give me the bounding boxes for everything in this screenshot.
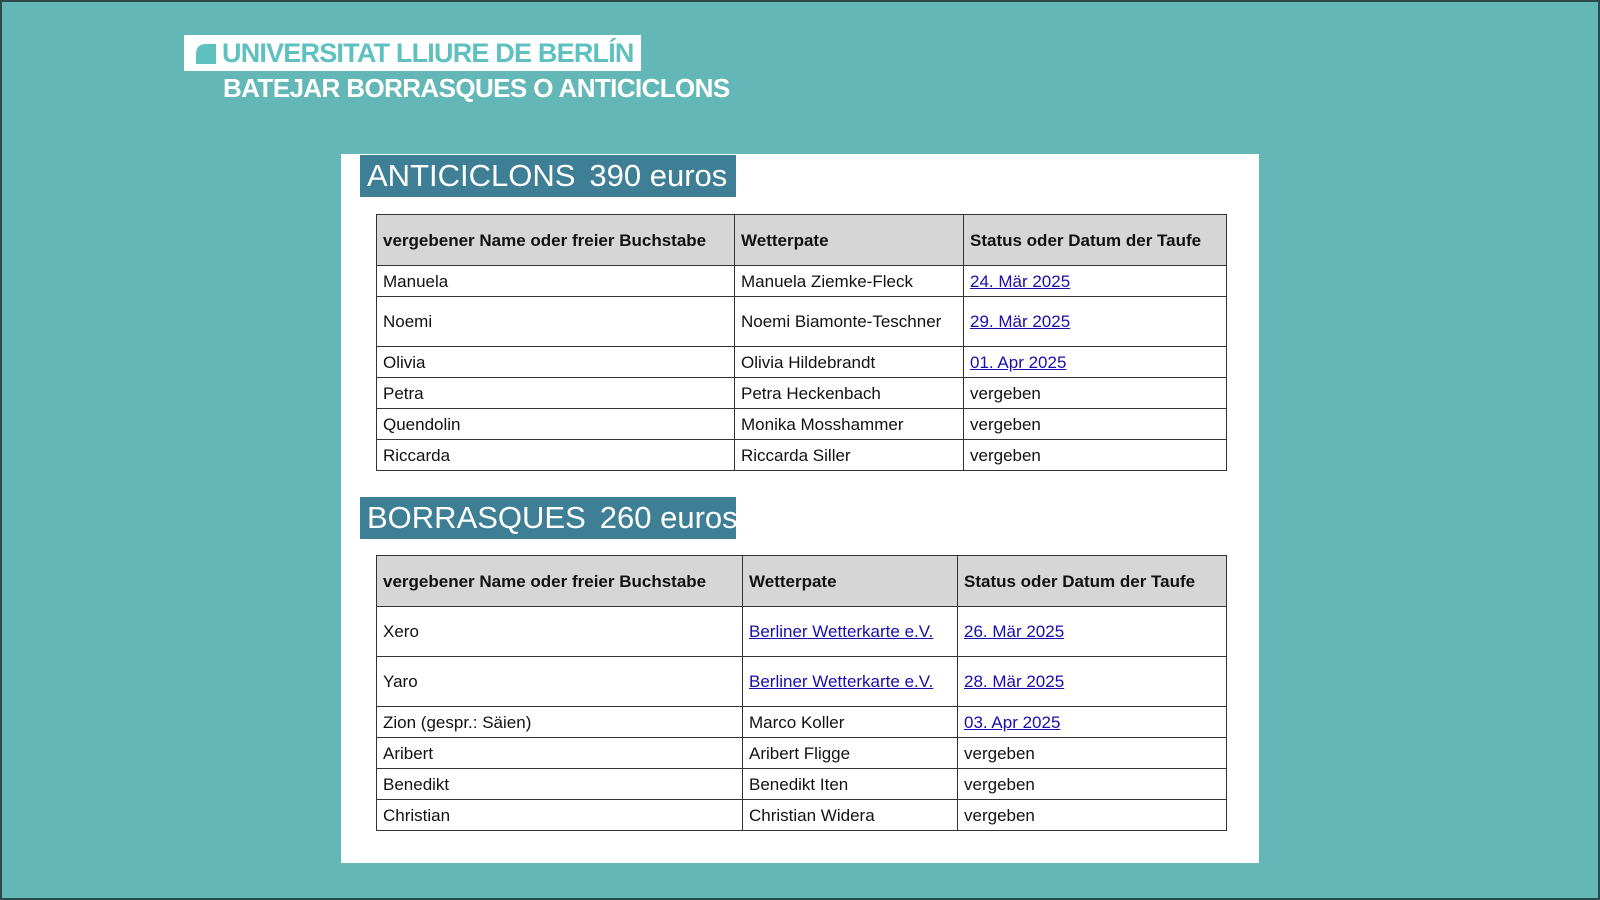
table-row — [377, 707, 1227, 738]
date-link[interactable]: 24. Mär 2025 — [970, 271, 1071, 291]
section-price: 260 euros — [599, 500, 738, 535]
cell-status — [964, 347, 1227, 378]
cell-name: Noemi — [377, 297, 735, 347]
date-link[interactable]: 28. Mär 2025 — [964, 672, 1065, 691]
cell-pate: Manuela Ziemke-Fleck — [735, 266, 964, 297]
borrasques-table — [376, 555, 1227, 831]
content-card — [341, 154, 1259, 863]
cell-name: Petra — [377, 378, 735, 409]
table-row — [377, 440, 1227, 471]
date-link[interactable]: 29. Mär 2025 — [970, 312, 1071, 331]
cell-status — [958, 607, 1227, 657]
cell-pate: Riccarda Siller — [735, 440, 964, 471]
cell-pate: Olivia Hildebrandt — [735, 347, 964, 378]
cell-status: vergeben — [964, 409, 1227, 440]
section-title-anticiclons — [360, 155, 736, 197]
table-row — [377, 266, 1227, 297]
table-row — [377, 607, 1227, 657]
table-header-row — [377, 215, 1227, 266]
cell-name: Manuela — [377, 266, 735, 297]
cell-name: Yaro — [377, 657, 743, 707]
cell-pate: Christian Widera — [743, 800, 958, 831]
date-link[interactable]: 03. Apr 2025 — [964, 712, 1061, 732]
cell-status: vergeben — [964, 440, 1227, 471]
university-logo — [184, 35, 641, 71]
cell-name: Quendolin — [377, 409, 735, 440]
cell-pate: Monika Mosshammer — [735, 409, 964, 440]
column-header-name: vergebener Name oder freier Buchstabe — [377, 215, 735, 266]
anticiclons-table — [376, 214, 1227, 471]
cell-status — [964, 297, 1227, 347]
cell-name: Zion (gespr.: Säien) — [377, 707, 743, 738]
cell-pate — [743, 607, 958, 657]
cell-name: Olivia — [377, 347, 735, 378]
cell-pate: Noemi Biamonte-Teschner — [735, 297, 964, 347]
section-title-borrasques — [360, 497, 736, 539]
section-title-text: ANTICICLONS — [367, 158, 576, 193]
table-row — [377, 800, 1227, 831]
table-row — [377, 378, 1227, 409]
cell-status — [958, 657, 1227, 707]
pate-link[interactable]: Berliner Wetterkarte e.V. — [749, 672, 934, 691]
table-row — [377, 409, 1227, 440]
cell-pate: Petra Heckenbach — [735, 378, 964, 409]
table-row — [377, 738, 1227, 769]
table-row — [377, 297, 1227, 347]
cell-status: vergeben — [958, 800, 1227, 831]
column-header-pate: Wetterpate — [735, 215, 964, 266]
cell-pate: Aribert Fligge — [743, 738, 958, 769]
cell-name: Benedikt — [377, 769, 743, 800]
column-header-status: Status oder Datum der Taufe — [964, 215, 1227, 266]
page-subtitle: BATEJAR BORRASQUES O ANTICICLONS — [223, 73, 730, 103]
cell-pate: Benedikt Iten — [743, 769, 958, 800]
column-header-name: vergebener Name oder freier Buchstabe — [377, 556, 743, 607]
table-row — [377, 347, 1227, 378]
cell-status: vergeben — [958, 738, 1227, 769]
cell-status — [958, 707, 1227, 738]
cell-pate — [743, 657, 958, 707]
cell-status: vergeben — [958, 769, 1227, 800]
table-row — [377, 657, 1227, 707]
cell-name: Xero — [377, 607, 743, 657]
pate-link[interactable]: Berliner Wetterkarte e.V. — [749, 622, 934, 641]
cell-pate: Marco Koller — [743, 707, 958, 738]
cell-name: Aribert — [377, 738, 743, 769]
frame-border-top — [0, 0, 1600, 2]
cell-name: Riccarda — [377, 440, 735, 471]
logo-text: UNIVERSITAT LLIURE DE BERLÍN — [222, 37, 634, 68]
logo-leaf-icon — [194, 42, 216, 64]
section-title-text: BORRASQUES — [367, 500, 586, 535]
table-header-row — [377, 556, 1227, 607]
column-header-pate: Wetterpate — [743, 556, 958, 607]
frame-border-left — [0, 0, 2, 900]
cell-status — [964, 266, 1227, 297]
date-link[interactable]: 26. Mär 2025 — [964, 622, 1065, 641]
cell-status: vergeben — [964, 378, 1227, 409]
section-price: 390 euros — [589, 158, 728, 193]
cell-name: Christian — [377, 800, 743, 831]
table-row — [377, 769, 1227, 800]
date-link[interactable]: 01. Apr 2025 — [970, 352, 1067, 372]
column-header-status: Status oder Datum der Taufe — [958, 556, 1227, 607]
